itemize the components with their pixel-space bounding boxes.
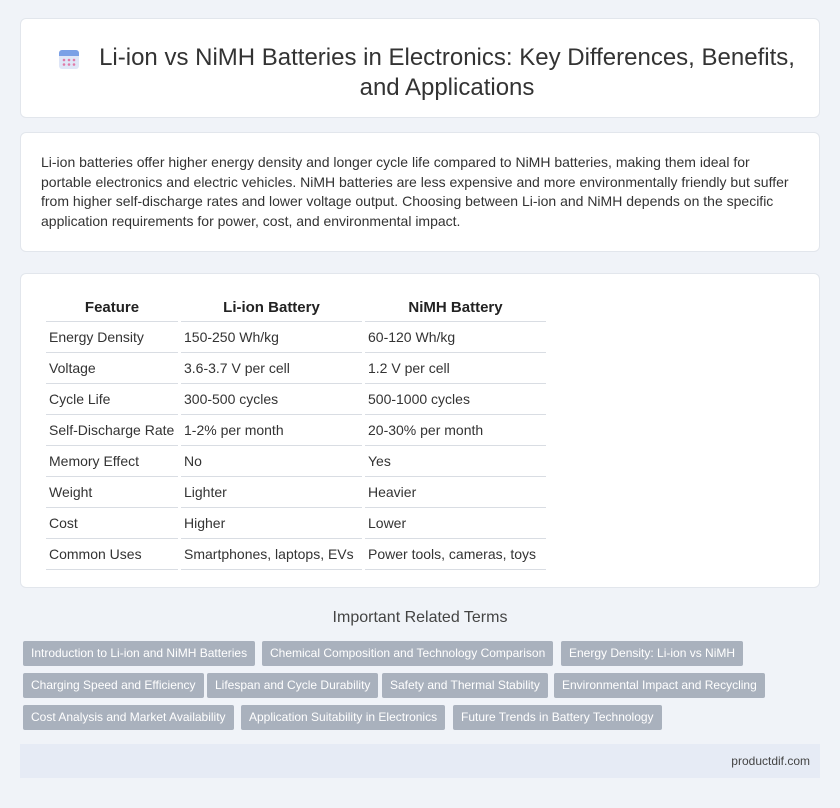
calendar-icon [57, 47, 81, 71]
related-terms-title: Important Related Terms [332, 609, 508, 626]
table-cell: Heavier [365, 477, 546, 508]
related-term-tag[interactable]: Environmental Impact and Recycling [554, 673, 765, 698]
page-title: Li-ion vs NiMH Batteries in Electronics: Key Differences, Benefits, and Applications [99, 44, 795, 101]
table-cell: Cost [46, 508, 178, 539]
related-term-tag[interactable]: Charging Speed and Efficiency [23, 673, 204, 698]
related-term-tag[interactable]: Energy Density: Li-ion vs NiMH [561, 641, 743, 666]
table-cell: Cycle Life [46, 384, 178, 415]
column-header: Feature [46, 293, 178, 322]
table-cell: 500-1000 cycles [365, 384, 546, 415]
table-cell: Lower [365, 508, 546, 539]
column-header: NiMH Battery [365, 293, 546, 322]
table-cell: 300-500 cycles [181, 384, 362, 415]
summary-card [20, 132, 820, 252]
table-cell: Power tools, cameras, toys [365, 539, 546, 570]
table-cell: 60-120 Wh/kg [365, 322, 546, 353]
table-row [46, 539, 546, 570]
table-cell: 1.2 V per cell [365, 353, 546, 384]
comparison-table [43, 293, 549, 570]
table-cell: 1-2% per month [181, 415, 362, 446]
related-term-tag[interactable]: Chemical Composition and Technology Comparison [262, 641, 553, 666]
table-row [46, 415, 546, 446]
table-row [46, 508, 546, 539]
table-cell: 20-30% per month [365, 415, 546, 446]
related-term-tag[interactable]: Application Suitability in Electronics [241, 705, 445, 730]
table-row [46, 477, 546, 508]
table-cell: Self-Discharge Rate [46, 415, 178, 446]
table-cell: Weight [46, 477, 178, 508]
table-cell: Memory Effect [46, 446, 178, 477]
footer-site-link[interactable]: productdif.com [731, 754, 810, 768]
related-term-tag[interactable]: Future Trends in Battery Technology [453, 705, 662, 730]
table-cell: Higher [181, 508, 362, 539]
table-cell: 3.6-3.7 V per cell [181, 353, 362, 384]
footer [20, 744, 820, 778]
summary-text: Li-ion batteries offer higher energy density and longer cycle life compared to NiMH batteries, making them ideal for portable electronics and electric vehicles. NiMH batteries are less expensive and more environmentally friendly but suffer from higher self-discharge rates and lower voltage output. Choosing between Li-ion and NiMH depends on the specific application requirements for power, cost, and environmental impact. [41, 154, 789, 229]
table-row [46, 322, 546, 353]
title-card [20, 18, 820, 118]
table-row [46, 384, 546, 415]
column-header: Li-ion Battery [181, 293, 362, 322]
table-cell: Voltage [46, 353, 178, 384]
table-cell: Smartphones, laptops, EVs [181, 539, 362, 570]
table-cell: Yes [365, 446, 546, 477]
table-cell: No [181, 446, 362, 477]
related-term-tag[interactable]: Lifespan and Cycle Durability [207, 673, 378, 698]
table-cell: Lighter [181, 477, 362, 508]
related-term-tag[interactable]: Introduction to Li-ion and NiMH Batteries [23, 641, 255, 666]
comparison-card [20, 273, 820, 588]
table-cell: Energy Density [46, 322, 178, 353]
related-term-tag[interactable]: Safety and Thermal Stability [382, 673, 548, 698]
table-row [46, 446, 546, 477]
table-cell: Common Uses [46, 539, 178, 570]
table-header-row [46, 293, 546, 322]
related-term-tag[interactable]: Cost Analysis and Market Availability [23, 705, 234, 730]
table-row [46, 353, 546, 384]
table-cell: 150-250 Wh/kg [181, 322, 362, 353]
